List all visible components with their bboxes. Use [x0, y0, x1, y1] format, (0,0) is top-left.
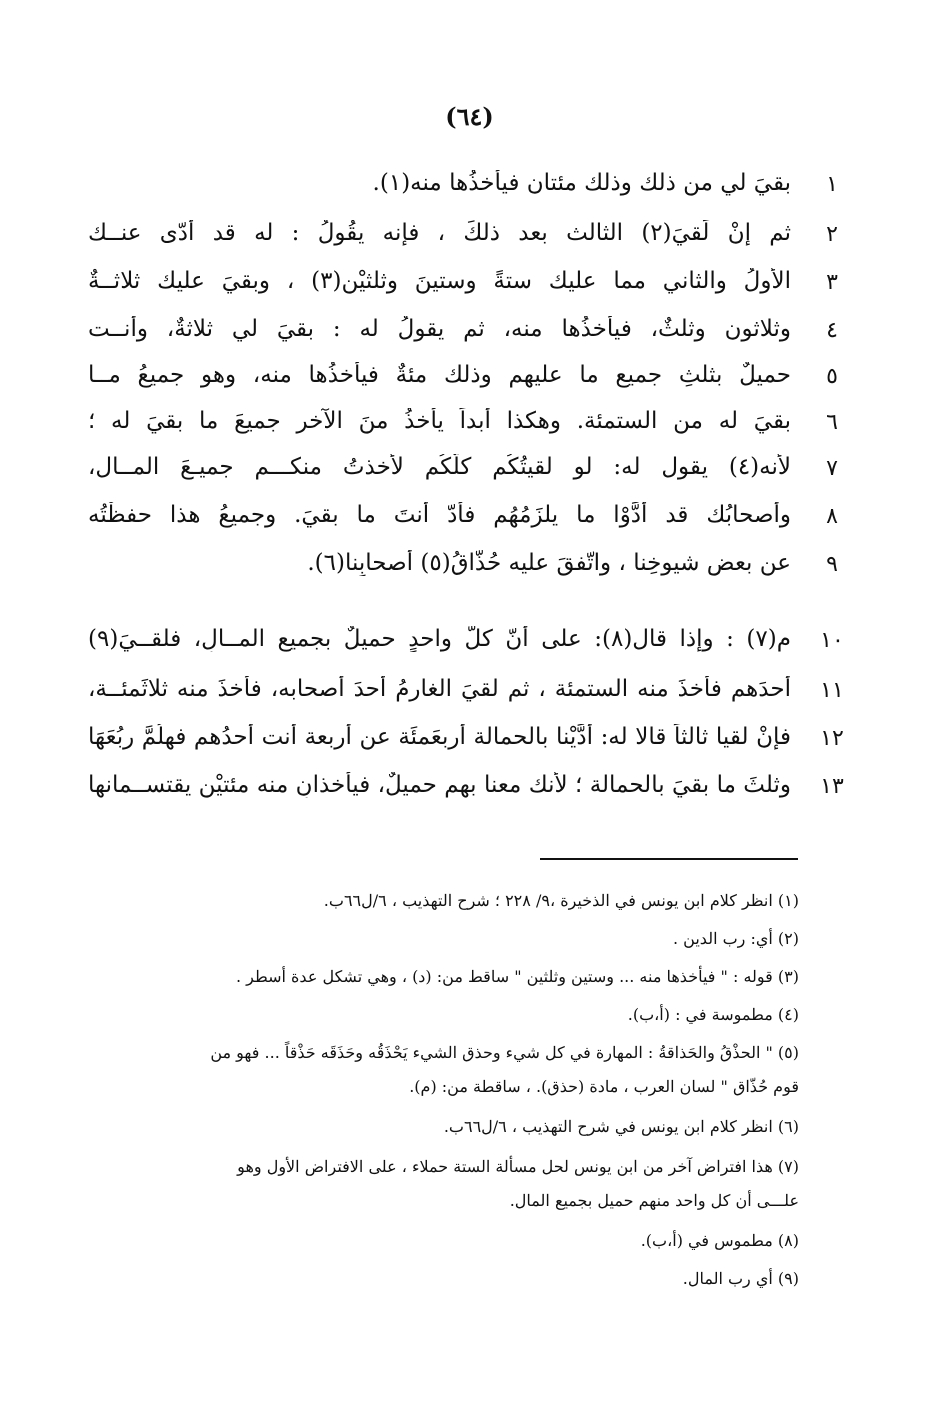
line-number: ٨ — [826, 504, 838, 529]
text-line — [0, 312, 939, 358]
text-line — [0, 450, 939, 496]
text-line — [0, 166, 939, 212]
line-text: ثم إنْ لَقيَ(٢) الثالث بعد ذلكَ ، فإنه يقُولُ : له قد أدّى عنــك — [88, 220, 791, 246]
text-line — [0, 404, 939, 450]
line-text: عن بعضِ شيوخِنا ، واتّفقَ عليه حُذّاقُ(٥) أصحابِنا(٦). — [307, 550, 791, 576]
line-number: ١ — [826, 172, 838, 197]
line-number: ٦ — [826, 410, 838, 435]
text-line — [0, 672, 939, 718]
line-text: حميلٌ بثلثِ جميع ما عليهم وذلك مئةٌ فيأخذُها منه، وهو جميعُ مــا — [88, 362, 791, 388]
text-line — [0, 358, 939, 404]
text-line — [0, 264, 939, 310]
text-line — [0, 498, 939, 544]
footnote: (٨) مطموس في (أ،ب). — [640, 1231, 799, 1250]
line-number: ٩ — [826, 552, 838, 577]
line-number: ٢ — [826, 222, 838, 247]
line-number: ١١ — [820, 678, 844, 703]
text-line — [0, 546, 939, 592]
line-number: ١٠ — [820, 628, 844, 653]
line-number: ١٢ — [820, 726, 844, 751]
footnote: (٧) هذا افتراض آخر من ابن يونس لحل مسألة الستة حملاء ، على الافتراض الأول وهو علـــى أن كل واحد منهم حميل بجميع المال. — [237, 1157, 799, 1210]
line-text: وثلاثون وثلثٌ، فيأخذُها منه، ثم يقولُ له : بقيَ لي ثلاثةٌ، وأنــت — [88, 316, 791, 342]
footnote: (٣) قوله : " فيأخذها منه ... وستين وثلثين " ساقط من: (د) ، وهي تشكل عدة أسطر . — [235, 967, 799, 986]
footnote: (٥) " الحذْقُ والحَذاقةُ : المهارة في كل شيء وحذق الشيء يَحْذَقُه وحَذَقَه حَذْقاً ... فهو من قوم حُذّاق " لسان العرب ، مادة (حذق). ، ساقطة من: (م). — [210, 1043, 799, 1096]
line-number: ٤ — [826, 318, 838, 343]
line-number: ٥ — [826, 364, 838, 389]
line-number: ٧ — [826, 456, 838, 481]
line-number: ٣ — [826, 270, 838, 295]
footnote-divider — [540, 858, 798, 860]
text-line — [0, 216, 939, 262]
text-line — [0, 720, 939, 766]
line-text: بقيَ لي من ذلك وذلك مئتان فيأخذُها منه(١). — [372, 170, 791, 196]
line-text: م(٧) : وإذا قال(٨): على أنّ كلَّ واحدٍ حميلٌ بجميعِ المــالِ، فلقــيَ(٩) — [88, 626, 791, 652]
line-text: أحدَهم فأخذَ منه الستمئة ، ثم لقيَ الغارمُ أحدَ أصحابه، فأخذَ منه ثلاثَمئــة، — [88, 676, 791, 702]
text-line — [0, 622, 939, 668]
line-number: ١٣ — [820, 774, 844, 799]
line-text: وثلثَ ما بقيَ بالحمالة ؛ لأنك معنا بهم حميلٌ، فيأخذانِ منه مئتيْنِ يقتســمانها — [88, 772, 791, 798]
footnote: (٢) أي: رب الدين . — [672, 929, 799, 948]
footnote: (١) انظر كلام ابن يونس في الذخيرة ،٩/ ٢٢٨ ؛ شرح التهذيب ، ٦/ل٦٦ب. — [323, 891, 799, 910]
line-text: لأنه(٤) يقول له: لو لقيتُكُم كلّكُم لأخذتُ منكـــم جميـعَ المــال، — [88, 454, 791, 480]
text-line — [0, 768, 939, 814]
line-text: وأصحابُك قد أدَّوْا ما يلزَمُهُم فأدّ أنتَ ما بقيَ. وجميعُ هذا حفظْتُه — [88, 502, 791, 528]
line-text: بقيَ له من الستمئة. وهكذا أبداً يأخذُ منَ الآخرِ جميعَ ما بقيَ له ؛ — [88, 408, 791, 434]
line-text: فإنْ لقيا ثالثاً قالا له: أدَّيْنا بالحمالة أربعَمئَة عن أربعة أنت أحدُهم فهلُمَّ ربُعَهَا — [88, 724, 791, 750]
page-number: (٦٤) — [445, 102, 494, 131]
footnote: (٩) أي رب المال. — [682, 1269, 799, 1288]
footnote: (٦) انظر كلام ابن يونس في شرح التهذيب ، ٦/ل٦٦ب. — [443, 1117, 799, 1136]
line-text: الأولُ والثاني مما عليك ستةً وستينَ وثلثيْن(٣) ، وبقيَ عليك ثلاثــةٌ — [88, 268, 791, 294]
footnote: (٤) مطموسة في : (أ،ب). — [627, 1005, 799, 1024]
